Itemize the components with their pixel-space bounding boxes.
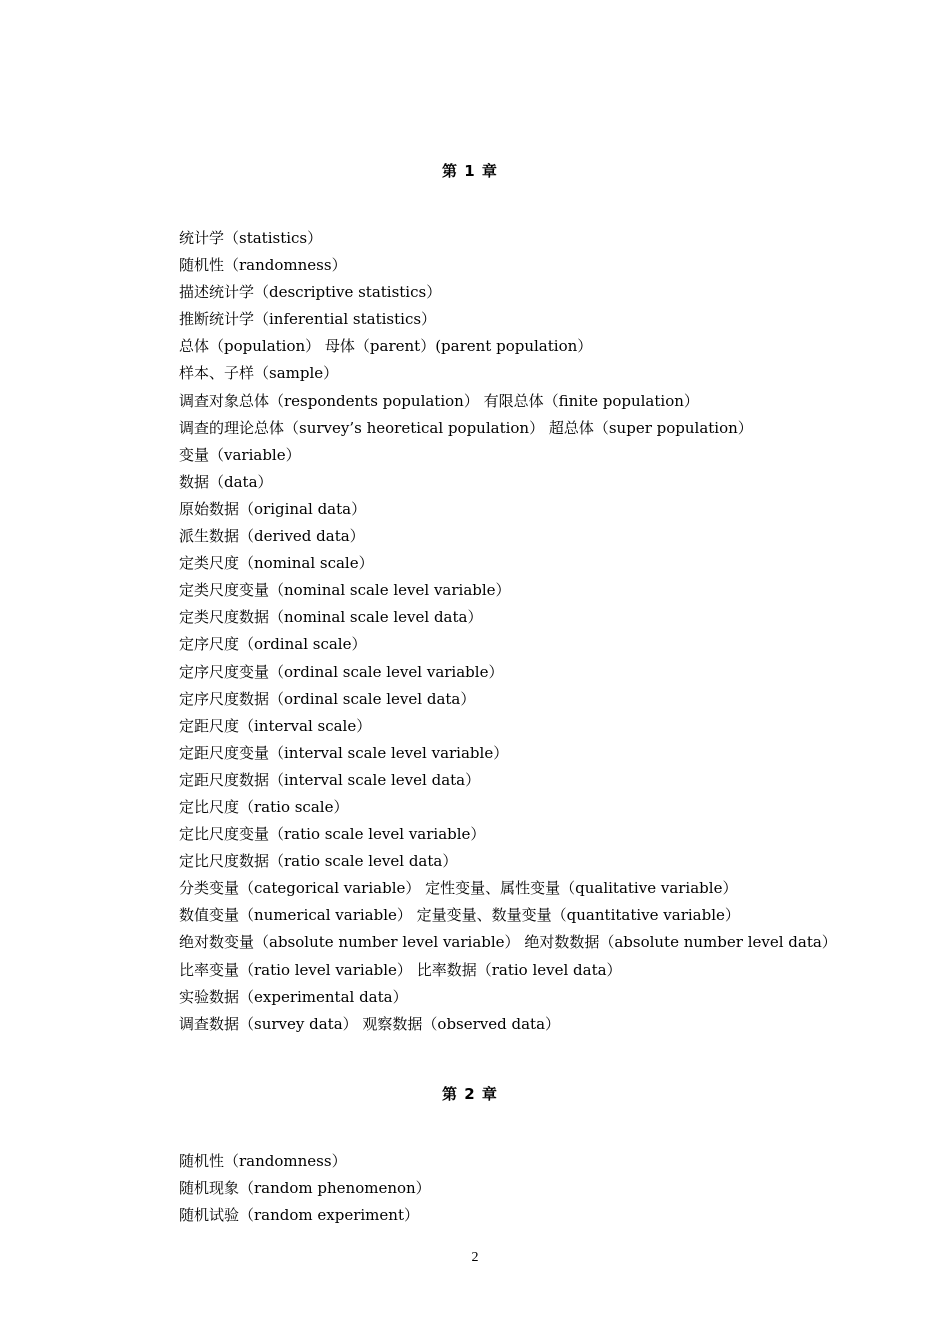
- term-entry: 定类尺度变量（nominal scale level variable）: [179, 581, 511, 600]
- term-entry: 定序尺度变量（ordinal scale level variable）: [179, 662, 504, 681]
- term-entry: 调查的理论总体（survey’s heoretical population） 超总体（super population）: [179, 418, 753, 437]
- term-entry: 绝对数变量（absolute number level variable） 绝对数数据（absolute number level data）: [179, 933, 837, 952]
- page-number: 2: [471, 1250, 479, 1265]
- chapter-1-term-list: [179, 228, 837, 1041]
- term-entry: 随机试验（random experiment）: [179, 1206, 419, 1225]
- term-entry: 定距尺度变量（interval scale level variable）: [179, 743, 509, 762]
- term-entry: 数值变量（numerical variable） 定量变量、数量变量（quantitative variable）: [179, 906, 740, 925]
- term-entry: 比率变量（ratio level variable） 比率数据（ratio level data）: [179, 960, 622, 979]
- term-entry: 定序尺度（ordinal scale）: [179, 635, 367, 654]
- term-entry: 推断统计学（inferential statistics）: [179, 310, 437, 329]
- term-entry: 定比尺度变量（ratio scale level variable）: [179, 825, 486, 844]
- term-entry: 描述统计学（descriptive statistics）: [179, 283, 442, 302]
- term-entry: 原始数据（original data）: [179, 499, 367, 518]
- term-entry: 定类尺度数据（nominal scale level data）: [179, 608, 483, 627]
- term-entry: 数据（data）: [179, 472, 273, 491]
- term-entry: 统计学（statistics）: [179, 229, 323, 247]
- term-entry: 随机现象（random phenomenon）: [179, 1179, 431, 1198]
- chapter-1-title: 第 1 章: [442, 162, 498, 180]
- term-entry: 派生数据（derived data）: [179, 527, 365, 546]
- chapter-2-term-list: [179, 1151, 431, 1232]
- term-entry: 调查数据（survey data） 观察数据（observed data）: [179, 1014, 561, 1033]
- term-entry: 分类变量（categorical variable） 定性变量、属性变量（qualitative variable）: [179, 879, 738, 898]
- term-entry: 定比尺度（ratio scale）: [179, 797, 349, 816]
- chapter-2-title: 第 2 章: [442, 1085, 498, 1103]
- term-entry: 定距尺度（interval scale）: [179, 716, 372, 735]
- term-entry: 定序尺度数据（ordinal scale level data）: [179, 689, 476, 708]
- term-entry: 定比尺度数据（ratio scale level data）: [179, 852, 458, 871]
- term-entry: 变量（variable）: [179, 445, 301, 464]
- term-entry: 实验数据（experimental data）: [179, 987, 408, 1006]
- term-entry: 样本、子样（sample）: [179, 364, 339, 383]
- term-entry: 随机性（randomness）: [179, 256, 347, 275]
- term-entry: 定距尺度数据（interval scale level data）: [179, 770, 481, 789]
- term-entry: 总体（population） 母体（parent）(parent population）: [179, 337, 593, 356]
- term-entry: 调查对象总体（respondents population） 有限总体（finite population）: [179, 391, 699, 410]
- term-entry: 随机性（randomness）: [179, 1152, 347, 1170]
- term-entry: 定类尺度（nominal scale）: [179, 554, 374, 573]
